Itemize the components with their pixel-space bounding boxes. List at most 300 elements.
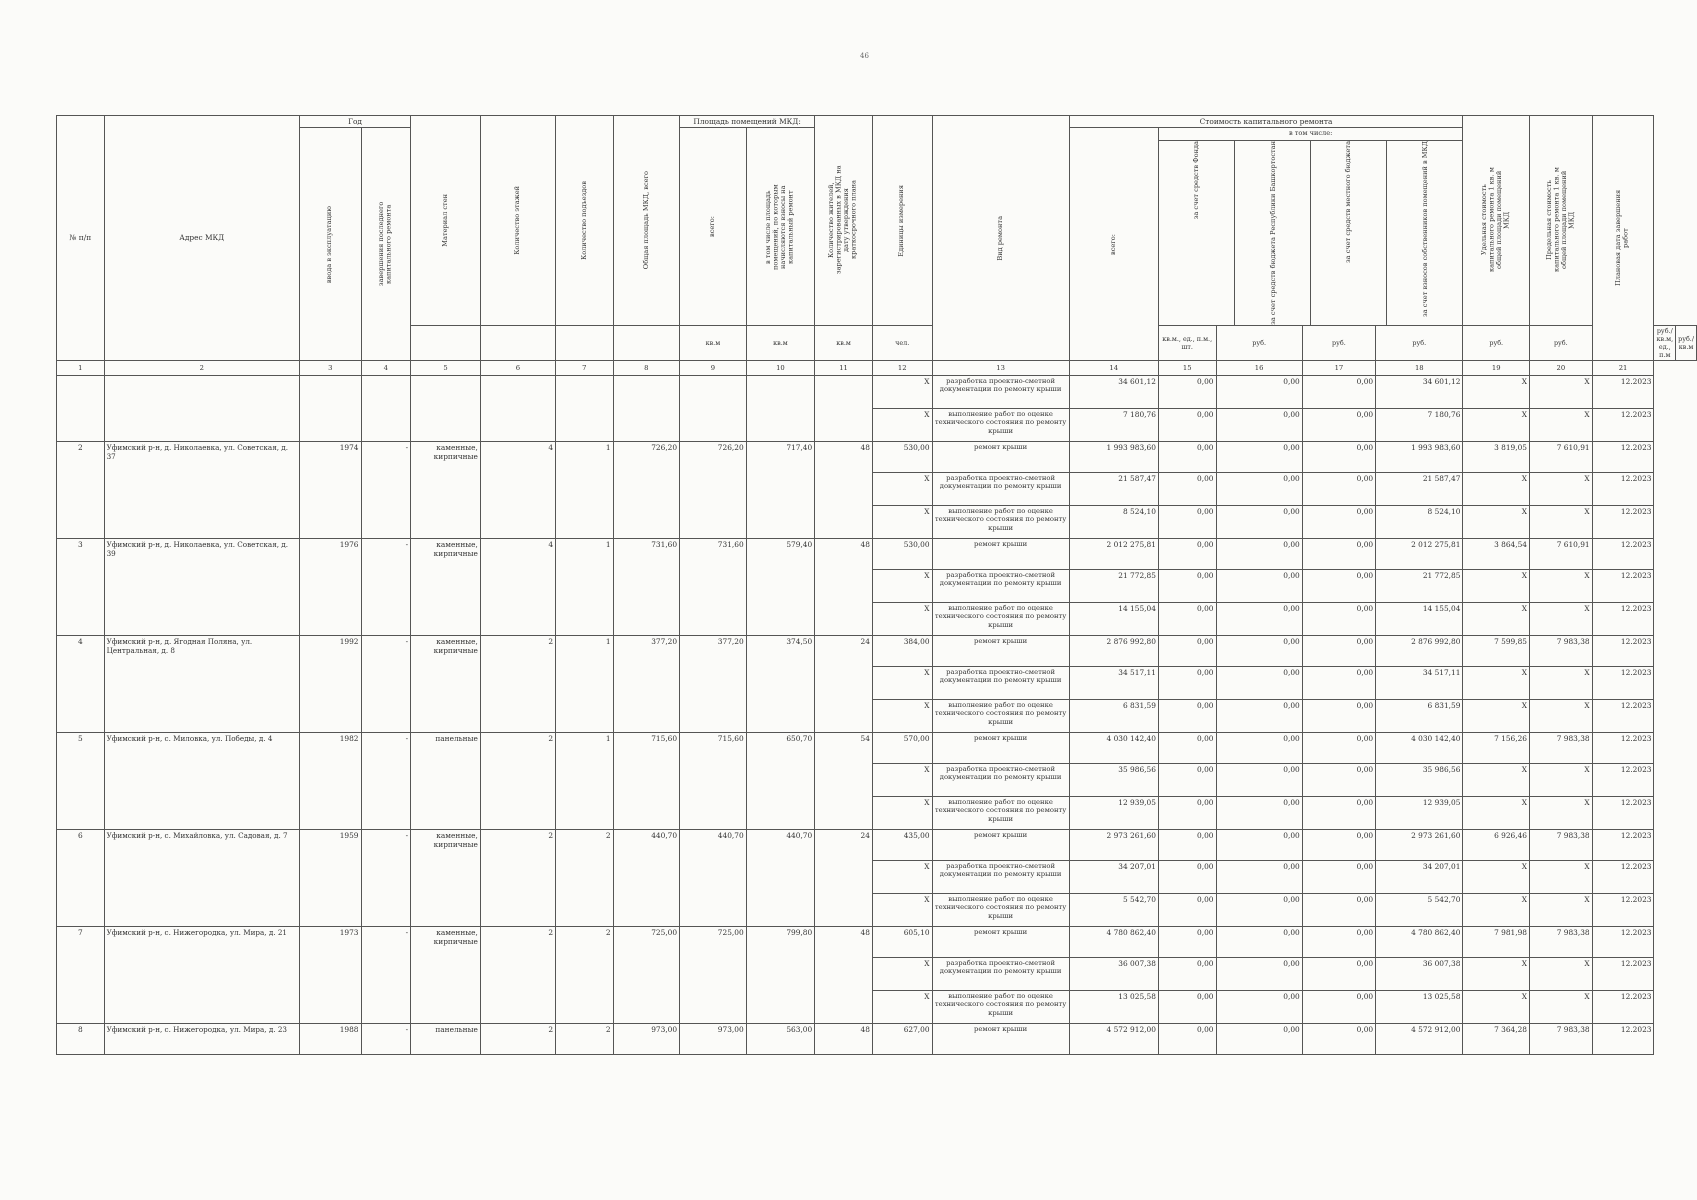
cost-owners-cell: 34 207,01 [1376, 860, 1463, 893]
unit-cost-cell: X [1463, 990, 1530, 1023]
work-type-cell: выполнение работ по оценке технического состояния по ремонту крыши [932, 990, 1069, 1023]
row-number-cell: 8 [57, 1023, 105, 1054]
cost-total-cell: 5 542,70 [1069, 893, 1158, 926]
unit-cost-cell: 3 819,05 [1463, 441, 1530, 472]
cost-fund-cell: 0,00 [1158, 990, 1216, 1023]
cost-local-cell: 0,00 [1302, 763, 1375, 796]
cost-total-cell: 34 517,11 [1069, 666, 1158, 699]
work-unit-cell: X [872, 699, 932, 732]
entrances-cell: 2 [556, 829, 613, 926]
work-unit-cell: X [872, 375, 932, 408]
column-number: 10 [746, 360, 815, 375]
premises-area-cell: 377,20 [680, 635, 747, 732]
cost-local-cell: 0,00 [1302, 926, 1375, 957]
work-unit-cell: X [872, 408, 932, 441]
table-row [57, 732, 1697, 763]
column-number: 2 [104, 360, 299, 375]
max-cost-cell: X [1530, 602, 1593, 635]
work-type-cell: выполнение работ по оценке технического состояния по ремонту крыши [932, 602, 1069, 635]
column-numbers-row [57, 360, 1697, 375]
unit-cell [556, 325, 613, 360]
floors-cell: 2 [480, 829, 555, 926]
cost-total-cell: 36 007,38 [1069, 957, 1158, 990]
residents-cell: 24 [815, 829, 873, 926]
total-area-cell: 726,20 [613, 441, 680, 538]
table-row [57, 375, 1697, 408]
col-total-area-header: Общая площадь МКД, всего [613, 116, 680, 326]
year-commission-cell: 1988 [299, 1023, 361, 1054]
table-row [57, 926, 1697, 957]
unit-cost-cell: X [1463, 796, 1530, 829]
col-cost-republic-header: за счет средств бюджета Республики Башкортостан [1235, 141, 1311, 325]
work-unit-cell: 570,00 [872, 732, 932, 763]
entrances-cell: 1 [556, 635, 613, 732]
col-cost-fund-header: за счет средств Фонда [1159, 141, 1235, 325]
work-type-cell: ремонт крыши [932, 732, 1069, 763]
year-last-repair-cell: - [361, 635, 411, 732]
row-number-cell: 6 [57, 829, 105, 926]
planned-date-cell: 12.2023 [1592, 860, 1654, 893]
unit-cost-cell: 7 981,98 [1463, 926, 1530, 957]
column-number: 8 [613, 360, 680, 375]
year-commission-cell: 1992 [299, 635, 361, 732]
col-unit-header: Единицы измерения [872, 116, 932, 326]
cost-owners-cell: 36 007,38 [1376, 957, 1463, 990]
planned-date-cell: 12.2023 [1592, 990, 1654, 1023]
year-last-repair-cell: - [361, 1023, 411, 1054]
planned-date-cell: 12.2023 [1592, 666, 1654, 699]
empty-cell [299, 375, 361, 441]
cost-fund-cell: 0,00 [1158, 1023, 1216, 1054]
unit-cost-cell: X [1463, 408, 1530, 441]
planned-date-cell: 12.2023 [1592, 569, 1654, 602]
column-number: 4 [361, 360, 411, 375]
cost-total-cell: 12 939,05 [1069, 796, 1158, 829]
unit-cell [480, 325, 555, 360]
work-type-cell: ремонт крыши [932, 635, 1069, 666]
unit-cost-cell: X [1463, 569, 1530, 602]
unit-cost-cell: 7 364,28 [1463, 1023, 1530, 1054]
unit-cell: кв.м [746, 325, 815, 360]
col-premises-total-header: всего: [680, 128, 747, 326]
wall-material-cell: панельные [411, 732, 481, 829]
empty-cell [815, 375, 873, 441]
address-cell: Уфимский р-н, д. Ягодная Поляна, ул. Центральная, д. 8 [104, 635, 299, 732]
cost-local-cell: 0,00 [1302, 569, 1375, 602]
cost-fund-cell: 0,00 [1158, 796, 1216, 829]
cost-republic-cell: 0,00 [1216, 472, 1302, 505]
floors-cell: 2 [480, 1023, 555, 1054]
max-cost-cell: 7 610,91 [1530, 538, 1593, 569]
planned-date-cell: 12.2023 [1592, 829, 1654, 860]
row-number-cell: 3 [57, 538, 105, 635]
cost-republic-cell: 0,00 [1216, 763, 1302, 796]
unit-cell: руб. [1530, 325, 1593, 360]
cost-total-cell: 35 986,56 [1069, 763, 1158, 796]
cost-fund-cell: 0,00 [1158, 860, 1216, 893]
cost-owners-cell: 13 025,58 [1376, 990, 1463, 1023]
premises-area-cell: 440,70 [680, 829, 747, 926]
table-body [57, 375, 1697, 1054]
total-area-cell: 731,60 [613, 538, 680, 635]
work-type-cell: разработка проектно-сметной документации по ремонту крыши [932, 666, 1069, 699]
unit-cell: кв.м., ед., п.м., шт. [1158, 325, 1216, 360]
cost-fund-cell: 0,00 [1158, 926, 1216, 957]
cost-fund-cell: 0,00 [1158, 893, 1216, 926]
cost-republic-cell: 0,00 [1216, 408, 1302, 441]
cost-local-cell: 0,00 [1302, 408, 1375, 441]
col-residents-header: Количество жителей, зарегистрированных в МКД на дату утверждения краткосрочного плана [815, 116, 873, 326]
unit-cost-cell: X [1463, 860, 1530, 893]
column-number: 5 [411, 360, 481, 375]
address-cell: Уфимский р-н, с. Миловка, ул. Победы, д. 4 [104, 732, 299, 829]
row-number-cell: 2 [57, 441, 105, 538]
owned-area-cell: 374,50 [746, 635, 815, 732]
unit-cost-cell: X [1463, 699, 1530, 732]
planned-date-cell: 12.2023 [1592, 472, 1654, 505]
cost-owners-cell: 12 939,05 [1376, 796, 1463, 829]
work-unit-cell: X [872, 893, 932, 926]
work-unit-cell: X [872, 957, 932, 990]
unit-cost-cell: X [1463, 666, 1530, 699]
wall-material-cell: каменные, кирпичные [411, 538, 481, 635]
planned-date-cell: 12.2023 [1592, 699, 1654, 732]
table-header [57, 116, 1697, 376]
work-unit-cell: 530,00 [872, 538, 932, 569]
unit-cost-cell: 7 599,85 [1463, 635, 1530, 666]
year-last-repair-cell: - [361, 829, 411, 926]
column-number: 1 [57, 360, 105, 375]
work-unit-cell: 384,00 [872, 635, 932, 666]
table-row [57, 538, 1697, 569]
premises-area-cell: 726,20 [680, 441, 747, 538]
work-unit-cell: X [872, 569, 932, 602]
col-cost-incl-header: в том числе: [1159, 128, 1463, 141]
cost-fund-cell: 0,00 [1158, 505, 1216, 538]
empty-cell [746, 375, 815, 441]
year-last-repair-cell: - [361, 538, 411, 635]
page-number: 46 [860, 52, 869, 60]
owned-area-cell: 717,40 [746, 441, 815, 538]
cost-local-cell: 0,00 [1302, 472, 1375, 505]
work-unit-cell: X [872, 860, 932, 893]
year-commission-cell: 1982 [299, 732, 361, 829]
cost-fund-cell: 0,00 [1158, 829, 1216, 860]
col-premises-owned-header: в том числе площадь помещений, по которым начисляются взносы на капитальный ремонт [746, 128, 815, 326]
empty-cell [613, 375, 680, 441]
cost-fund-cell: 0,00 [1158, 569, 1216, 602]
entrances-cell: 1 [556, 732, 613, 829]
planned-date-cell: 12.2023 [1592, 441, 1654, 472]
max-cost-cell: X [1530, 957, 1593, 990]
empty-cell [556, 375, 613, 441]
cost-local-cell: 0,00 [1302, 375, 1375, 408]
planned-date-cell: 12.2023 [1592, 1023, 1654, 1054]
cost-owners-cell: 21 587,47 [1376, 472, 1463, 505]
cost-total-cell: 13 025,58 [1069, 990, 1158, 1023]
owned-area-cell: 799,80 [746, 926, 815, 1023]
cost-local-cell: 0,00 [1302, 829, 1375, 860]
cost-local-cell: 0,00 [1302, 732, 1375, 763]
max-cost-cell: X [1530, 699, 1593, 732]
cost-local-cell: 0,00 [1302, 666, 1375, 699]
max-cost-cell: X [1530, 505, 1593, 538]
year-commission-cell: 1973 [299, 926, 361, 1023]
cost-fund-cell: 0,00 [1158, 472, 1216, 505]
unit-cost-cell: X [1463, 505, 1530, 538]
col-cost-local-header: за счет средств местного бюджета [1311, 141, 1387, 325]
cost-fund-cell: 0,00 [1158, 957, 1216, 990]
col-premises-group-header: Площадь помещений МКД: [680, 116, 815, 128]
cost-total-cell: 6 831,59 [1069, 699, 1158, 732]
column-number: 21 [1592, 360, 1654, 375]
unit-cell: чел. [872, 325, 932, 360]
unit-cell [411, 325, 481, 360]
cost-total-cell: 4 030 142,40 [1069, 732, 1158, 763]
residents-cell: 24 [815, 635, 873, 732]
max-cost-cell: X [1530, 893, 1593, 926]
table-row [57, 635, 1697, 666]
year-commission-cell: 1959 [299, 829, 361, 926]
col-planned-date-header: Плановая дата завершения работ [1592, 116, 1654, 361]
cost-local-cell: 0,00 [1302, 893, 1375, 926]
max-cost-cell: X [1530, 408, 1593, 441]
cost-owners-cell: 5 542,70 [1376, 893, 1463, 926]
planned-date-cell: 12.2023 [1592, 538, 1654, 569]
work-unit-cell: 627,00 [872, 1023, 932, 1054]
col-year-last-repair-header: завершения последнего капитального ремонта [361, 128, 411, 361]
max-cost-cell: 7 983,38 [1530, 732, 1593, 763]
cost-owners-cell: 4 030 142,40 [1376, 732, 1463, 763]
row-number-cell: 4 [57, 635, 105, 732]
max-cost-cell: 7 983,38 [1530, 829, 1593, 860]
cost-republic-cell: 0,00 [1216, 990, 1302, 1023]
cost-total-cell: 1 993 983,60 [1069, 441, 1158, 472]
cost-local-cell: 0,00 [1302, 505, 1375, 538]
column-number: 12 [872, 360, 932, 375]
cost-owners-cell: 21 772,85 [1376, 569, 1463, 602]
cost-republic-cell: 0,00 [1216, 666, 1302, 699]
work-type-cell: ремонт крыши [932, 538, 1069, 569]
cost-total-cell: 8 524,10 [1069, 505, 1158, 538]
cost-local-cell: 0,00 [1302, 860, 1375, 893]
max-cost-cell: X [1530, 375, 1593, 408]
max-cost-cell: 7 983,38 [1530, 926, 1593, 957]
work-unit-cell: 605,10 [872, 926, 932, 957]
year-commission-cell: 1974 [299, 441, 361, 538]
unit-cost-cell: 3 864,54 [1463, 538, 1530, 569]
cost-total-cell: 4 572 912,00 [1069, 1023, 1158, 1054]
cost-owners-cell: 2 012 275,81 [1376, 538, 1463, 569]
empty-cell [57, 375, 105, 441]
planned-date-cell: 12.2023 [1592, 893, 1654, 926]
unit-cell: руб./кв.м, ед., п.м [1654, 325, 1676, 360]
work-type-cell: ремонт крыши [932, 829, 1069, 860]
cost-owners-cell: 2 973 261,60 [1376, 829, 1463, 860]
cost-total-cell: 34 601,12 [1069, 375, 1158, 408]
cost-total-cell: 14 155,04 [1069, 602, 1158, 635]
work-type-cell: выполнение работ по оценке технического состояния по ремонту крыши [932, 699, 1069, 732]
cost-owners-cell: 2 876 992,80 [1376, 635, 1463, 666]
residents-cell: 48 [815, 538, 873, 635]
cost-fund-cell: 0,00 [1158, 408, 1216, 441]
cost-local-cell: 0,00 [1302, 538, 1375, 569]
total-area-cell: 973,00 [613, 1023, 680, 1054]
cost-owners-cell: 8 524,10 [1376, 505, 1463, 538]
cost-owners-cell: 14 155,04 [1376, 602, 1463, 635]
cost-republic-cell: 0,00 [1216, 635, 1302, 666]
max-cost-cell: X [1530, 990, 1593, 1023]
residents-cell: 48 [815, 441, 873, 538]
cost-owners-cell: 7 180,76 [1376, 408, 1463, 441]
cost-owners-cell: 6 831,59 [1376, 699, 1463, 732]
work-unit-cell: X [872, 990, 932, 1023]
residents-cell: 48 [815, 1023, 873, 1054]
planned-date-cell: 12.2023 [1592, 957, 1654, 990]
work-type-cell: ремонт крыши [932, 441, 1069, 472]
empty-cell [411, 375, 481, 441]
column-number: 16 [1216, 360, 1302, 375]
cost-total-cell: 2 012 275,81 [1069, 538, 1158, 569]
work-unit-cell: 530,00 [872, 441, 932, 472]
premises-area-cell: 725,00 [680, 926, 747, 1023]
cost-total-cell: 2 973 261,60 [1069, 829, 1158, 860]
empty-cell [680, 375, 747, 441]
col-material-header: Материал стен [411, 116, 481, 326]
cost-local-cell: 0,00 [1302, 602, 1375, 635]
year-commission-cell: 1976 [299, 538, 361, 635]
max-cost-cell: X [1530, 860, 1593, 893]
cost-republic-cell: 0,00 [1216, 957, 1302, 990]
unit-cost-cell: X [1463, 763, 1530, 796]
cost-fund-cell: 0,00 [1158, 635, 1216, 666]
year-last-repair-cell: - [361, 926, 411, 1023]
unit-cell [613, 325, 680, 360]
col-num-header: № п/п [57, 116, 105, 361]
planned-date-cell: 12.2023 [1592, 732, 1654, 763]
col-work-type-header: Вид ремонта [932, 116, 1069, 361]
max-cost-cell: 7 983,38 [1530, 635, 1593, 666]
cost-local-cell: 0,00 [1302, 699, 1375, 732]
wall-material-cell: каменные, кирпичные [411, 926, 481, 1023]
cost-local-cell: 0,00 [1302, 990, 1375, 1023]
cost-total-cell: 2 876 992,80 [1069, 635, 1158, 666]
cost-local-cell: 0,00 [1302, 796, 1375, 829]
total-area-cell: 440,70 [613, 829, 680, 926]
address-cell: Уфимский р-н, с. Михайловка, ул. Садовая, д. 7 [104, 829, 299, 926]
unit-cost-cell: X [1463, 957, 1530, 990]
cost-fund-cell: 0,00 [1158, 441, 1216, 472]
column-number: 17 [1302, 360, 1375, 375]
col-cost-total-header: всего: [1069, 128, 1158, 361]
table-row [57, 441, 1697, 472]
max-cost-cell: X [1530, 796, 1593, 829]
residents-cell: 54 [815, 732, 873, 829]
entrances-cell: 1 [556, 441, 613, 538]
residents-cell: 48 [815, 926, 873, 1023]
work-type-cell: разработка проектно-сметной документации по ремонту крыши [932, 375, 1069, 408]
column-number: 11 [815, 360, 873, 375]
max-cost-cell: X [1530, 569, 1593, 602]
cost-local-cell: 0,00 [1302, 635, 1375, 666]
wall-material-cell: каменные, кирпичные [411, 441, 481, 538]
col-floors-header: Количество этажей [480, 116, 555, 326]
repair-plan-table [56, 115, 1697, 1055]
work-unit-cell: X [872, 472, 932, 505]
cost-republic-cell: 0,00 [1216, 538, 1302, 569]
max-cost-cell: 7 983,38 [1530, 1023, 1593, 1054]
total-area-cell: 725,00 [613, 926, 680, 1023]
premises-area-cell: 973,00 [680, 1023, 747, 1054]
repair-plan-table-wrap [56, 115, 1697, 1055]
work-unit-cell: X [872, 602, 932, 635]
unit-cost-cell: X [1463, 472, 1530, 505]
planned-date-cell: 12.2023 [1592, 602, 1654, 635]
unit-cell: руб. [1376, 325, 1463, 360]
work-type-cell: выполнение работ по оценке технического состояния по ремонту крыши [932, 505, 1069, 538]
cost-fund-cell: 0,00 [1158, 538, 1216, 569]
col-cost-incl-group [1158, 128, 1463, 326]
cost-local-cell: 0,00 [1302, 1023, 1375, 1054]
column-number: 6 [480, 360, 555, 375]
col-unit-cost-header: Удельная стоимость капитального ремонта 1 кв. м общей площади помещений МКД [1463, 116, 1530, 326]
empty-cell [480, 375, 555, 441]
entrances-cell: 2 [556, 926, 613, 1023]
year-last-repair-cell: - [361, 441, 411, 538]
floors-cell: 4 [480, 441, 555, 538]
cost-republic-cell: 0,00 [1216, 829, 1302, 860]
col-year-commission-header: ввода в эксплуатацию [299, 128, 361, 361]
wall-material-cell: каменные, кирпичные [411, 829, 481, 926]
cost-fund-cell: 0,00 [1158, 699, 1216, 732]
cost-republic-cell: 0,00 [1216, 699, 1302, 732]
cost-republic-cell: 0,00 [1216, 569, 1302, 602]
work-unit-cell: X [872, 666, 932, 699]
work-type-cell: ремонт крыши [932, 1023, 1069, 1054]
column-number: 9 [680, 360, 747, 375]
column-number: 13 [932, 360, 1069, 375]
cost-local-cell: 0,00 [1302, 441, 1375, 472]
planned-date-cell: 12.2023 [1592, 505, 1654, 538]
planned-date-cell: 12.2023 [1592, 763, 1654, 796]
planned-date-cell: 12.2023 [1592, 635, 1654, 666]
work-unit-cell: X [872, 796, 932, 829]
work-type-cell: разработка проектно-сметной документации по ремонту крыши [932, 957, 1069, 990]
cost-republic-cell: 0,00 [1216, 732, 1302, 763]
work-unit-cell: X [872, 505, 932, 538]
floors-cell: 2 [480, 635, 555, 732]
owned-area-cell: 440,70 [746, 829, 815, 926]
entrances-cell: 1 [556, 538, 613, 635]
empty-cell [361, 375, 411, 441]
cost-local-cell: 0,00 [1302, 957, 1375, 990]
unit-cost-cell: X [1463, 602, 1530, 635]
work-unit-cell: 435,00 [872, 829, 932, 860]
unit-cost-cell: X [1463, 375, 1530, 408]
cost-republic-cell: 0,00 [1216, 505, 1302, 538]
planned-date-cell: 12.2023 [1592, 408, 1654, 441]
col-max-cost-header: Предельная стоимость капитального ремонта 1 кв. м общей площади помещений МКД [1530, 116, 1593, 326]
total-area-cell: 377,20 [613, 635, 680, 732]
unit-cell: руб. [1463, 325, 1530, 360]
cost-fund-cell: 0,00 [1158, 375, 1216, 408]
unit-cost-cell: X [1463, 893, 1530, 926]
unit-cost-cell: 6 926,46 [1463, 829, 1530, 860]
planned-date-cell: 12.2023 [1592, 796, 1654, 829]
cost-total-cell: 21 587,47 [1069, 472, 1158, 505]
cost-owners-cell: 4 780 862,40 [1376, 926, 1463, 957]
table-row [57, 829, 1697, 860]
